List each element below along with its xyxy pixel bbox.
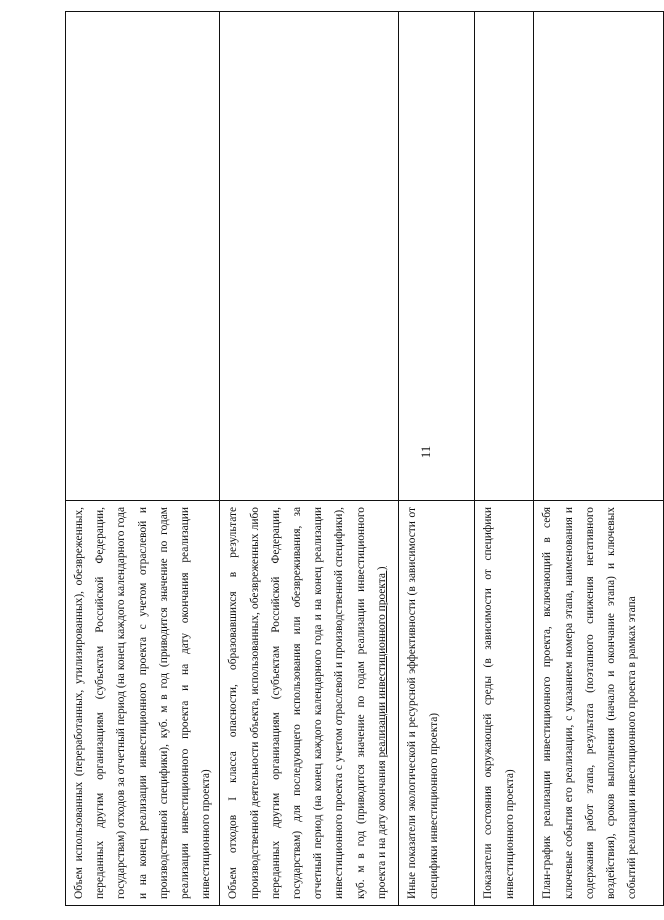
table-row (220, 12, 399, 906)
row-2-label-underlined: реализации инвестиционного проекта ) (375, 566, 388, 758)
row-4-label: Показатели состояния окружающей среды (в зависимости от специфики инвестиционного проекта) (475, 501, 534, 906)
page-number: 11 (418, 445, 433, 459)
row-1-value (66, 12, 220, 501)
row-2-label: Объем отходов I класса опасности, образовавшихся в результате производственной деятельности объекта, использованных, обезвреженных либо переданных другим организациям (субъектам Российской Федерации, государствам) для последующего использования или обезвреживания, за отчетный период (на конец каждого календарного года и на конец реализации инвестиционного проекта с учетом отраслевой и производственной специфики), куб. м в год (приводится значение по годам реализации инвестиционного проекта и на дату окончания (227, 507, 388, 899)
row-5-label: План-график реализации инвестиционного проекта, включающий в себя ключевые события его реализации, с указанием номера этапа, наименования и содержания работ этапа, результата (поэтапного снижения негативного воздействия), сроков выполнения (начало и окончание этапа) и ключевых событий реализации инвестиционного проекта в рамках этапа (534, 501, 664, 906)
row-5-value (534, 12, 664, 501)
row-2-value (220, 12, 399, 501)
row-3-label: Иные показатели экологической и ресурсной эффективности (в зависимости от специфики инвестиционного проекта) (399, 501, 475, 906)
table-row (475, 12, 534, 906)
rotated-table-container (65, 12, 639, 906)
table-row (534, 12, 664, 906)
row-3-value (399, 12, 475, 501)
row-2-label-cell (220, 501, 399, 906)
indicator-table (65, 11, 664, 906)
table-row (399, 12, 475, 906)
table-row (66, 12, 220, 906)
table-frame (65, 12, 639, 906)
row-1-label: Объем использованных (переработанных, утилизированных), обезвреженных, переданных другим организациям (субъектам Российской Федерации, государствам) отходов за отчетный период (на конец каждого календарного года и на конец реализации инвестиционного проекта с учетом отраслевой и производственной специфики), куб. м в год (приводится значение по годам реализации инвестиционного проекта и на дату окончания реализации инвестиционного проекта) (66, 501, 220, 906)
row-4-value (475, 12, 534, 501)
